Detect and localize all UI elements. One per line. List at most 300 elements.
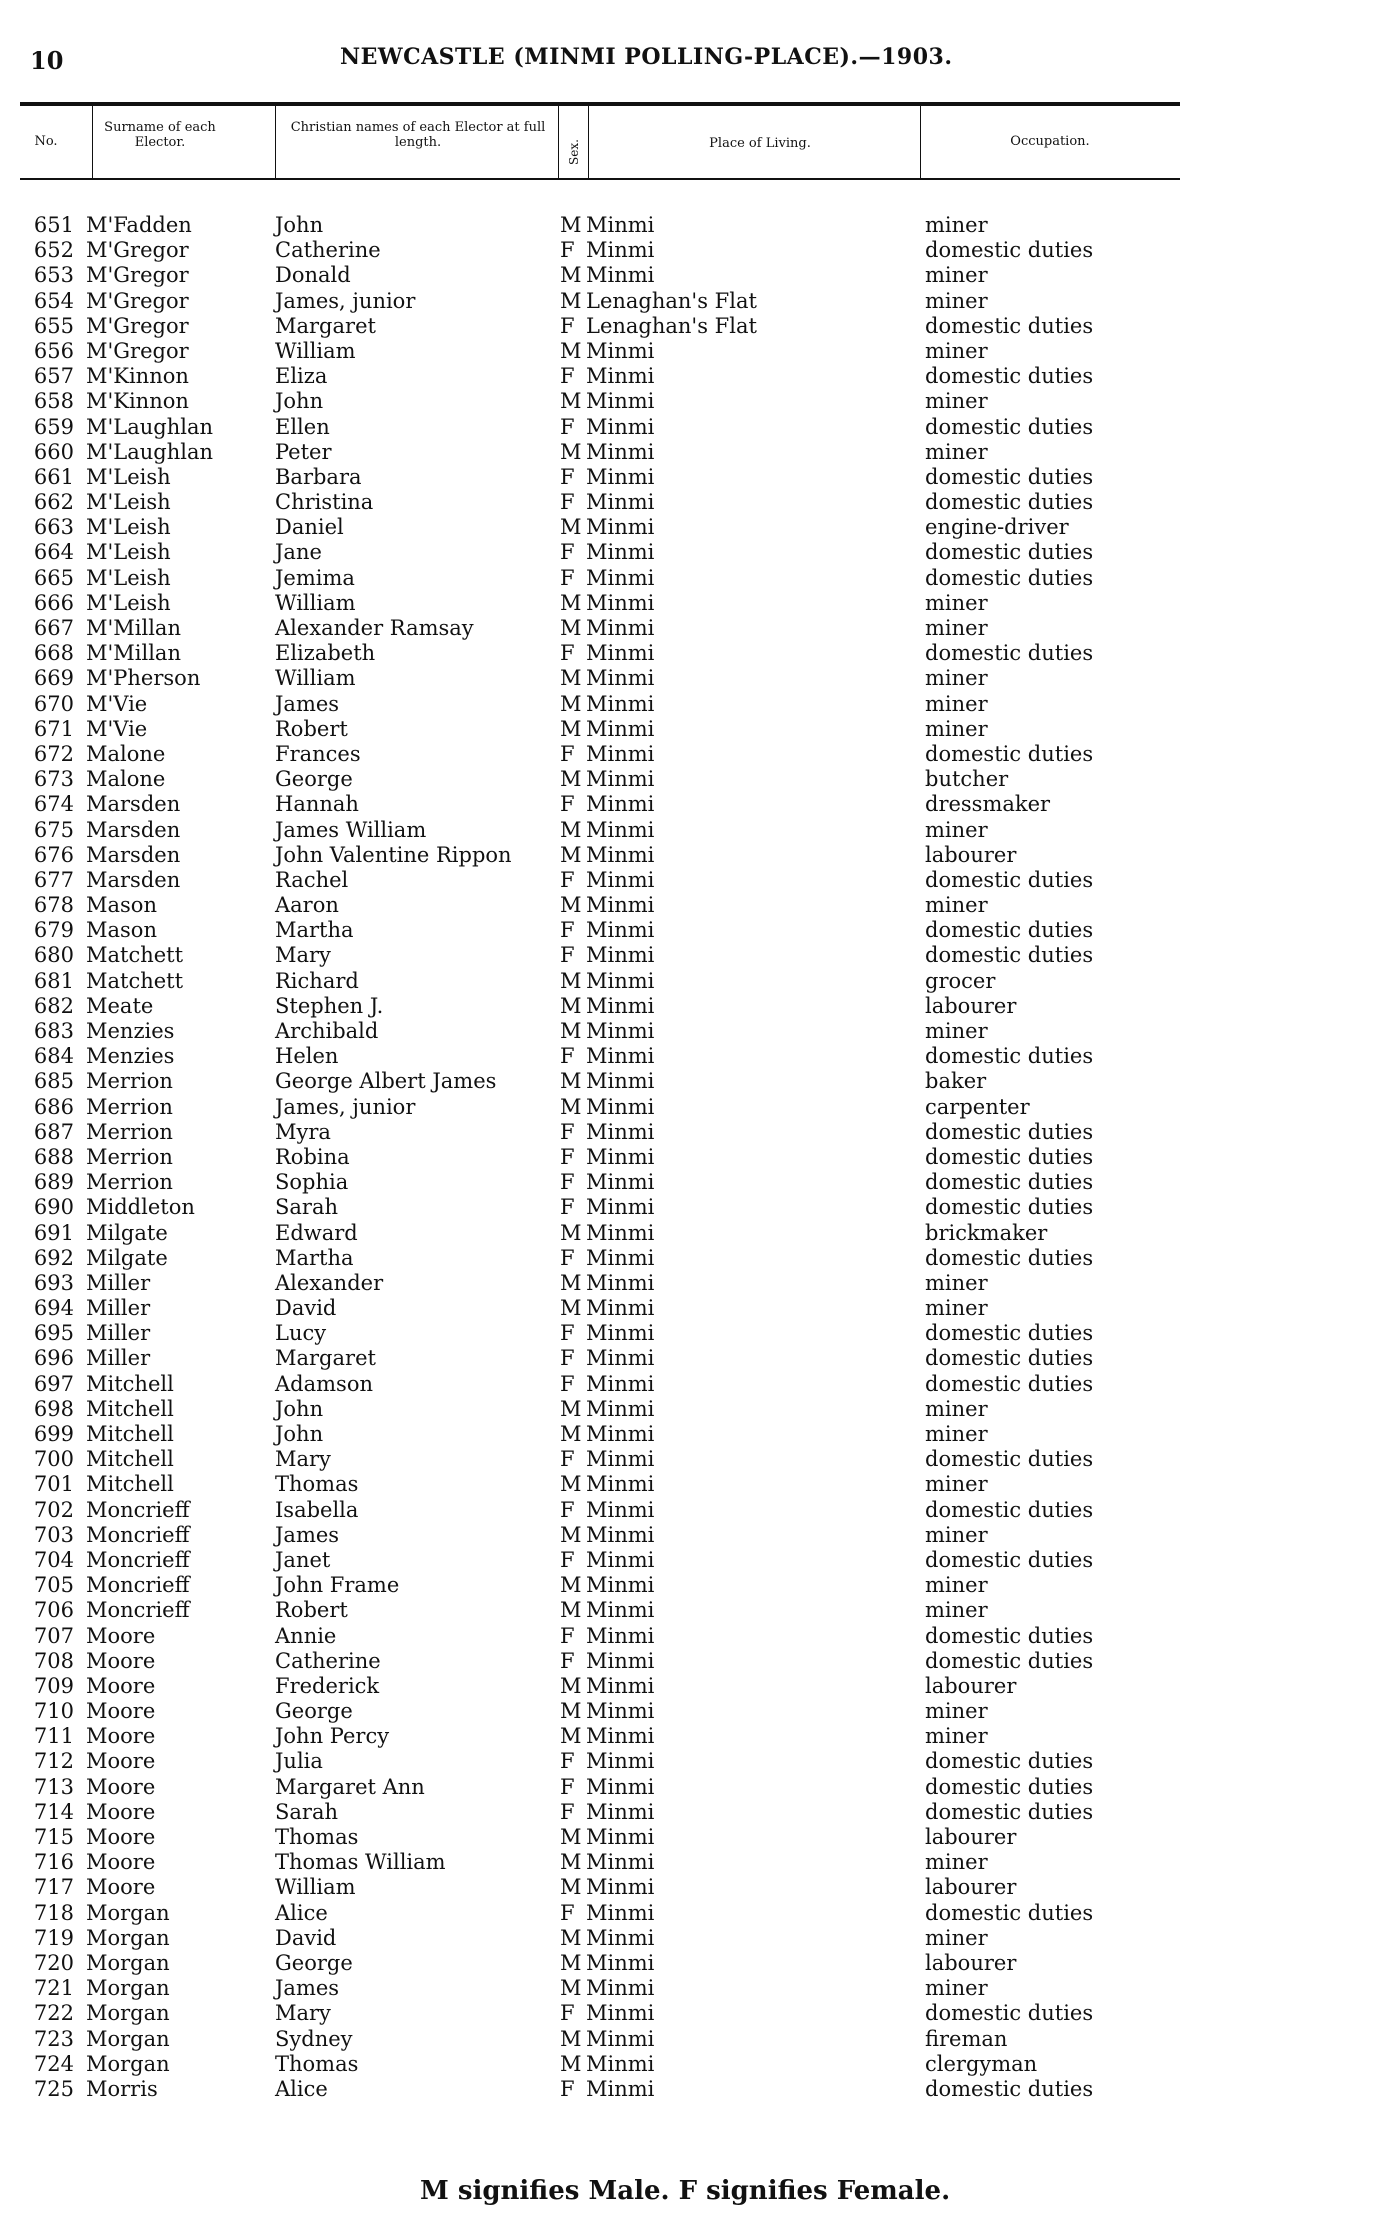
cell-christian: Myra xyxy=(275,1119,331,1144)
cell-place: Minmi xyxy=(586,1270,655,1295)
electoral-roll-table xyxy=(20,213,1180,2102)
cell-place: Minmi xyxy=(586,1850,655,1875)
table-row xyxy=(20,339,1180,364)
table-row xyxy=(20,314,1180,339)
cell-surname: M'Pherson xyxy=(86,666,201,691)
cell-christian: Robina xyxy=(275,1144,350,1169)
cell-place: Minmi xyxy=(586,540,655,565)
cell-christian: William xyxy=(275,1875,356,1900)
cell-place: Minmi xyxy=(586,1220,655,1245)
cell-occupation: domestic duties xyxy=(925,1346,1094,1371)
cell-christian: James xyxy=(275,1522,340,1547)
cell-christian: Jane xyxy=(275,540,322,565)
cell-sex: M xyxy=(560,288,582,313)
cell-surname: Mitchell xyxy=(86,1371,174,1396)
cell-no: 701 xyxy=(33,1472,74,1497)
cell-occupation: domestic duties xyxy=(925,540,1094,565)
cell-place: Minmi xyxy=(586,616,655,640)
table-row xyxy=(20,440,1180,465)
cell-christian: Catherine xyxy=(275,238,381,263)
cell-christian: Thomas xyxy=(275,1825,359,1849)
table-row xyxy=(20,1221,1180,1246)
table-row xyxy=(20,1422,1180,1447)
cell-place: Minmi xyxy=(586,1296,655,1321)
cell-occupation: miner xyxy=(925,1724,988,1749)
cell-no: 707 xyxy=(33,1623,74,1648)
cell-sex: M xyxy=(560,2026,582,2051)
cell-place: Minmi xyxy=(586,338,655,363)
cell-place: Lenaghan's Flat xyxy=(586,313,757,338)
table-row xyxy=(20,1170,1180,1195)
cell-occupation: domestic duties xyxy=(925,1371,1094,1396)
table-row xyxy=(20,465,1180,490)
cell-surname: Malone xyxy=(86,767,166,792)
cell-no: 681 xyxy=(33,968,74,993)
cell-surname: Matchett xyxy=(86,943,184,968)
cell-no: 719 xyxy=(33,1925,74,1950)
cell-occupation: miner xyxy=(925,1019,988,1043)
cell-sex: M xyxy=(560,842,582,867)
cell-surname: Matchett xyxy=(86,968,184,993)
cell-no: 686 xyxy=(33,1094,74,1119)
cell-surname: M'Leish xyxy=(86,565,171,590)
table-row xyxy=(20,969,1180,994)
cell-place: Minmi xyxy=(586,1900,655,1925)
cell-place: Minmi xyxy=(586,1497,655,1522)
cell-place: Minmi xyxy=(586,943,655,968)
cell-place: Minmi xyxy=(586,1371,655,1396)
cell-sex: M xyxy=(560,1396,582,1421)
cell-no: 722 xyxy=(33,2001,74,2026)
cell-surname: Morgan xyxy=(86,1925,170,1950)
cell-surname: Moncrieff xyxy=(86,1547,190,1572)
cell-place: Minmi xyxy=(586,1724,655,1749)
cell-surname: Moore xyxy=(86,1875,156,1900)
column-divider xyxy=(588,106,589,180)
cell-sex: F xyxy=(560,1648,575,1673)
cell-occupation: miner xyxy=(925,1573,988,1598)
cell-sex: M xyxy=(560,263,582,288)
cell-no: 658 xyxy=(33,389,74,414)
cell-christian: John xyxy=(275,389,324,414)
cell-christian: Isabella xyxy=(275,1497,359,1522)
cell-no: 676 xyxy=(33,842,74,867)
cell-place: Minmi xyxy=(586,1094,655,1119)
cell-surname: Morgan xyxy=(86,2001,170,2026)
cell-occupation: miner xyxy=(925,1422,988,1446)
cell-occupation: clergyman xyxy=(925,2051,1038,2076)
cell-no: 691 xyxy=(33,1220,74,1245)
cell-occupation: baker xyxy=(925,1069,987,1094)
cell-place: Minmi xyxy=(586,1573,655,1598)
cell-christian: Annie xyxy=(275,1623,337,1648)
cell-no: 690 xyxy=(33,1195,74,1220)
cell-christian: Hannah xyxy=(275,792,359,817)
cell-occupation: domestic duties xyxy=(925,1170,1094,1195)
cell-occupation: miner xyxy=(925,1296,988,1321)
cell-christian: Sarah xyxy=(275,1799,338,1824)
table-row xyxy=(20,2027,1180,2052)
cell-occupation: domestic duties xyxy=(925,1321,1094,1346)
cell-sex: F xyxy=(560,1371,575,1396)
cell-sex: M xyxy=(560,1875,582,1900)
cell-no: 651 xyxy=(33,213,74,237)
cell-christian: James xyxy=(275,691,340,716)
cell-christian: Margaret Ann xyxy=(275,1774,425,1799)
cell-occupation: labourer xyxy=(925,1673,1017,1698)
cell-place: Minmi xyxy=(586,918,655,943)
cell-surname: Milgate xyxy=(86,1220,168,1245)
cell-sex: M xyxy=(560,1522,582,1547)
table-row xyxy=(20,641,1180,666)
cell-surname: Moncrieff xyxy=(86,1573,190,1598)
table-row xyxy=(20,364,1180,389)
cell-place: Minmi xyxy=(586,1321,655,1346)
table-row xyxy=(20,1346,1180,1371)
cell-sex: F xyxy=(560,1497,575,1522)
cell-no: 689 xyxy=(33,1170,74,1195)
cell-occupation: domestic duties xyxy=(925,943,1094,968)
cell-surname: Marsden xyxy=(86,792,181,817)
cell-surname: M'Gregor xyxy=(86,313,189,338)
cell-occupation: miner xyxy=(925,439,988,464)
cell-place: Lenaghan's Flat xyxy=(586,288,757,313)
cell-place: Minmi xyxy=(586,1976,655,2001)
cell-place: Minmi xyxy=(586,641,655,666)
cell-sex: F xyxy=(560,1044,575,1069)
cell-no: 673 xyxy=(33,767,74,792)
cell-occupation: domestic duties xyxy=(925,1749,1094,1774)
cell-christian: James, junior xyxy=(275,288,416,313)
table-row xyxy=(20,1498,1180,1523)
table-row xyxy=(20,1523,1180,1548)
table-row xyxy=(20,918,1180,943)
cell-surname: M'Millan xyxy=(86,616,181,640)
table-row xyxy=(20,1095,1180,1120)
cell-christian: Daniel xyxy=(275,515,344,540)
cell-surname: Marsden xyxy=(86,842,181,867)
cell-no: 704 xyxy=(33,1547,74,1572)
cell-christian: John xyxy=(275,213,324,237)
column-divider xyxy=(92,106,93,180)
cell-surname: Morris xyxy=(86,2076,158,2101)
cell-christian: Alexander xyxy=(275,1270,384,1295)
cell-no: 708 xyxy=(33,1648,74,1673)
cell-place: Minmi xyxy=(586,1447,655,1472)
cell-place: Minmi xyxy=(586,1547,655,1572)
cell-place: Minmi xyxy=(586,842,655,867)
table-row xyxy=(20,263,1180,288)
cell-sex: F xyxy=(560,641,575,666)
table-row xyxy=(20,767,1180,792)
table-row xyxy=(20,1850,1180,1875)
cell-surname: M'Gregor xyxy=(86,238,189,263)
cell-surname: M'Laughlan xyxy=(86,414,213,439)
cell-no: 677 xyxy=(33,867,74,892)
cell-sex: M xyxy=(560,2051,582,2076)
cell-no: 712 xyxy=(33,1749,74,1774)
cell-surname: M'Leish xyxy=(86,490,171,515)
cell-occupation: domestic duties xyxy=(925,1648,1094,1673)
cell-no: 663 xyxy=(33,515,74,540)
cell-place: Minmi xyxy=(586,767,655,792)
cell-place: Minmi xyxy=(586,439,655,464)
table-row xyxy=(20,1397,1180,1422)
cell-no: 702 xyxy=(33,1497,74,1522)
cell-surname: Merrion xyxy=(86,1069,173,1094)
cell-surname: M'Gregor xyxy=(86,263,189,288)
cell-occupation: miner xyxy=(925,1598,988,1623)
cell-surname: Moore xyxy=(86,1623,156,1648)
cell-no: 723 xyxy=(33,2026,74,2051)
cell-place: Minmi xyxy=(586,993,655,1018)
cell-no: 706 xyxy=(33,1598,74,1623)
cell-occupation: domestic duties xyxy=(925,2001,1094,2026)
cell-christian: George Albert James xyxy=(275,1069,497,1094)
footer-note: M signifies Male. F signifies Female. xyxy=(420,2176,951,2206)
table-row xyxy=(20,1246,1180,1271)
cell-sex: F xyxy=(560,2076,575,2101)
cell-sex: F xyxy=(560,1170,575,1195)
cell-no: 697 xyxy=(33,1371,74,1396)
cell-occupation: miner xyxy=(925,1522,988,1547)
cell-sex: M xyxy=(560,213,582,237)
cell-surname: Milgate xyxy=(86,1245,168,1270)
cell-occupation: miner xyxy=(925,666,988,691)
cell-christian: William xyxy=(275,666,356,691)
cell-surname: Morgan xyxy=(86,2051,170,2076)
cell-no: 713 xyxy=(33,1774,74,1799)
table-row xyxy=(20,692,1180,717)
cell-surname: Moore xyxy=(86,1749,156,1774)
cell-place: Minmi xyxy=(586,490,655,515)
cell-place: Minmi xyxy=(586,1119,655,1144)
table-row xyxy=(20,515,1180,540)
cell-place: Minmi xyxy=(586,414,655,439)
cell-christian: Julia xyxy=(275,1749,323,1774)
cell-sex: M xyxy=(560,767,582,792)
cell-surname: Malone xyxy=(86,741,166,766)
cell-place: Minmi xyxy=(586,1598,655,1623)
cell-christian: David xyxy=(275,1925,337,1950)
column-divider xyxy=(558,106,559,180)
cell-no: 694 xyxy=(33,1296,74,1321)
cell-christian: Margaret xyxy=(275,1346,376,1371)
cell-surname: Moore xyxy=(86,1724,156,1749)
cell-occupation: brickmaker xyxy=(925,1220,1048,1245)
cell-surname: Morgan xyxy=(86,2026,170,2051)
cell-occupation: domestic duties xyxy=(925,1144,1094,1169)
cell-christian: Robert xyxy=(275,716,348,741)
table-row xyxy=(20,1875,1180,1900)
cell-surname: Moore xyxy=(86,1673,156,1698)
cell-sex: M xyxy=(560,1220,582,1245)
cell-place: Minmi xyxy=(586,691,655,716)
cell-christian: Janet xyxy=(275,1547,331,1572)
cell-christian: Eliza xyxy=(275,364,328,389)
cell-no: 679 xyxy=(33,918,74,943)
cell-occupation: domestic duties xyxy=(925,1119,1094,1144)
cell-no: 680 xyxy=(33,943,74,968)
cell-occupation: domestic duties xyxy=(925,1044,1094,1069)
table-row xyxy=(20,213,1180,238)
cell-christian: Jemima xyxy=(275,565,355,590)
table-row xyxy=(20,868,1180,893)
table-row xyxy=(20,666,1180,691)
cell-place: Minmi xyxy=(586,1623,655,1648)
cell-christian: Robert xyxy=(275,1598,348,1623)
cell-sex: F xyxy=(560,565,575,590)
cell-surname: M'Kinnon xyxy=(86,364,189,389)
cell-place: Minmi xyxy=(586,1648,655,1673)
cell-sex: F xyxy=(560,1623,575,1648)
cell-sex: F xyxy=(560,918,575,943)
cell-christian: George xyxy=(275,1699,353,1724)
cell-sex: M xyxy=(560,666,582,691)
cell-sex: F xyxy=(560,1900,575,1925)
cell-no: 659 xyxy=(33,414,74,439)
cell-christian: Mary xyxy=(275,2001,331,2026)
cell-place: Minmi xyxy=(586,1925,655,1950)
cell-surname: M'Gregor xyxy=(86,288,189,313)
column-header-occupation: Occupation. xyxy=(1010,134,1090,149)
cell-christian: James William xyxy=(275,817,427,842)
cell-occupation: carpenter xyxy=(925,1094,1030,1119)
cell-surname: Morgan xyxy=(86,1976,170,2001)
cell-place: Minmi xyxy=(586,2026,655,2051)
cell-no: 657 xyxy=(33,364,74,389)
cell-sex: M xyxy=(560,616,582,640)
cell-place: Minmi xyxy=(586,1472,655,1497)
cell-christian: Richard xyxy=(275,968,359,993)
cell-christian: Thomas xyxy=(275,2051,359,2076)
cell-sex: F xyxy=(560,1799,575,1824)
cell-occupation: miner xyxy=(925,1699,988,1724)
cell-no: 695 xyxy=(33,1321,74,1346)
cell-occupation: domestic duties xyxy=(925,1623,1094,1648)
cell-occupation: labourer xyxy=(925,1950,1017,1975)
cell-surname: Middleton xyxy=(86,1195,195,1220)
table-row xyxy=(20,616,1180,641)
cell-sex: F xyxy=(560,2001,575,2026)
cell-place: Minmi xyxy=(586,1195,655,1220)
cell-no: 692 xyxy=(33,1245,74,1270)
cell-christian: Helen xyxy=(275,1044,339,1069)
cell-occupation: domestic duties xyxy=(925,741,1094,766)
cell-surname: M'Leish xyxy=(86,464,171,489)
cell-occupation: labourer xyxy=(925,1875,1017,1900)
cell-place: Minmi xyxy=(586,1749,655,1774)
table-row xyxy=(20,1019,1180,1044)
cell-occupation: domestic duties xyxy=(925,1799,1094,1824)
cell-surname: M'Leish xyxy=(86,515,171,540)
column-divider xyxy=(920,106,921,180)
cell-sex: M xyxy=(560,1019,582,1043)
cell-occupation: miner xyxy=(925,338,988,363)
cell-surname: M'Fadden xyxy=(86,213,192,237)
cell-no: 667 xyxy=(33,616,74,640)
column-header-sex: Sex. xyxy=(567,139,581,165)
table-row xyxy=(20,1674,1180,1699)
table-row xyxy=(20,1296,1180,1321)
cell-occupation: labourer xyxy=(925,842,1017,867)
cell-no: 717 xyxy=(33,1875,74,1900)
cell-place: Minmi xyxy=(586,1069,655,1094)
cell-sex: F xyxy=(560,1346,575,1371)
cell-no: 664 xyxy=(33,540,74,565)
cell-occupation: miner xyxy=(925,389,988,414)
cell-sex: M xyxy=(560,1724,582,1749)
cell-no: 724 xyxy=(33,2051,74,2076)
cell-surname: Merrion xyxy=(86,1170,173,1195)
cell-occupation: miner xyxy=(925,691,988,716)
cell-no: 709 xyxy=(33,1673,74,1698)
cell-occupation: domestic duties xyxy=(925,1900,1094,1925)
cell-no: 672 xyxy=(33,741,74,766)
table-row xyxy=(20,742,1180,767)
cell-christian: John xyxy=(275,1396,324,1421)
cell-occupation: miner xyxy=(925,1270,988,1295)
cell-surname: Moore xyxy=(86,1699,156,1724)
cell-surname: M'Gregor xyxy=(86,338,189,363)
table-row xyxy=(20,1976,1180,2001)
cell-surname: Morgan xyxy=(86,1900,170,1925)
table-row xyxy=(20,1800,1180,1825)
cell-surname: Mitchell xyxy=(86,1447,174,1472)
cell-surname: Moore xyxy=(86,1648,156,1673)
table-row xyxy=(20,1624,1180,1649)
cell-christian: John Valentine Rippon xyxy=(275,842,512,867)
table-row xyxy=(20,1573,1180,1598)
cell-no: 718 xyxy=(33,1900,74,1925)
cell-place: Minmi xyxy=(586,1825,655,1849)
cell-surname: Miller xyxy=(86,1270,151,1295)
cell-occupation: domestic duties xyxy=(925,1774,1094,1799)
cell-sex: M xyxy=(560,1422,582,1446)
cell-sex: F xyxy=(560,1245,575,1270)
cell-no: 671 xyxy=(33,716,74,741)
cell-surname: Merrion xyxy=(86,1144,173,1169)
cell-occupation: domestic duties xyxy=(925,565,1094,590)
cell-surname: M'Vie xyxy=(86,691,148,716)
cell-occupation: miner xyxy=(925,1472,988,1497)
table-row xyxy=(20,994,1180,1019)
cell-place: Minmi xyxy=(586,666,655,691)
cell-christian: Edward xyxy=(275,1220,358,1245)
cell-place: Minmi xyxy=(586,1019,655,1043)
cell-sex: M xyxy=(560,1950,582,1975)
cell-christian: Frederick xyxy=(275,1673,380,1698)
cell-sex: M xyxy=(560,893,582,918)
cell-place: Minmi xyxy=(586,741,655,766)
cell-place: Minmi xyxy=(586,565,655,590)
cell-sex: F xyxy=(560,943,575,968)
table-row xyxy=(20,1825,1180,1850)
table-row xyxy=(20,792,1180,817)
cell-no: 661 xyxy=(33,464,74,489)
cell-christian: Peter xyxy=(275,439,332,464)
cell-christian: Archibald xyxy=(275,1019,379,1043)
cell-occupation: miner xyxy=(925,817,988,842)
cell-christian: Ellen xyxy=(275,414,330,439)
table-row xyxy=(20,415,1180,440)
table-row xyxy=(20,1145,1180,1170)
table-row xyxy=(20,1271,1180,1296)
cell-sex: F xyxy=(560,1195,575,1220)
cell-surname: Moore xyxy=(86,1850,156,1875)
cell-no: 710 xyxy=(33,1699,74,1724)
page-title: NEWCASTLE (MINMI POLLING-PLACE).—1903. xyxy=(340,44,953,70)
